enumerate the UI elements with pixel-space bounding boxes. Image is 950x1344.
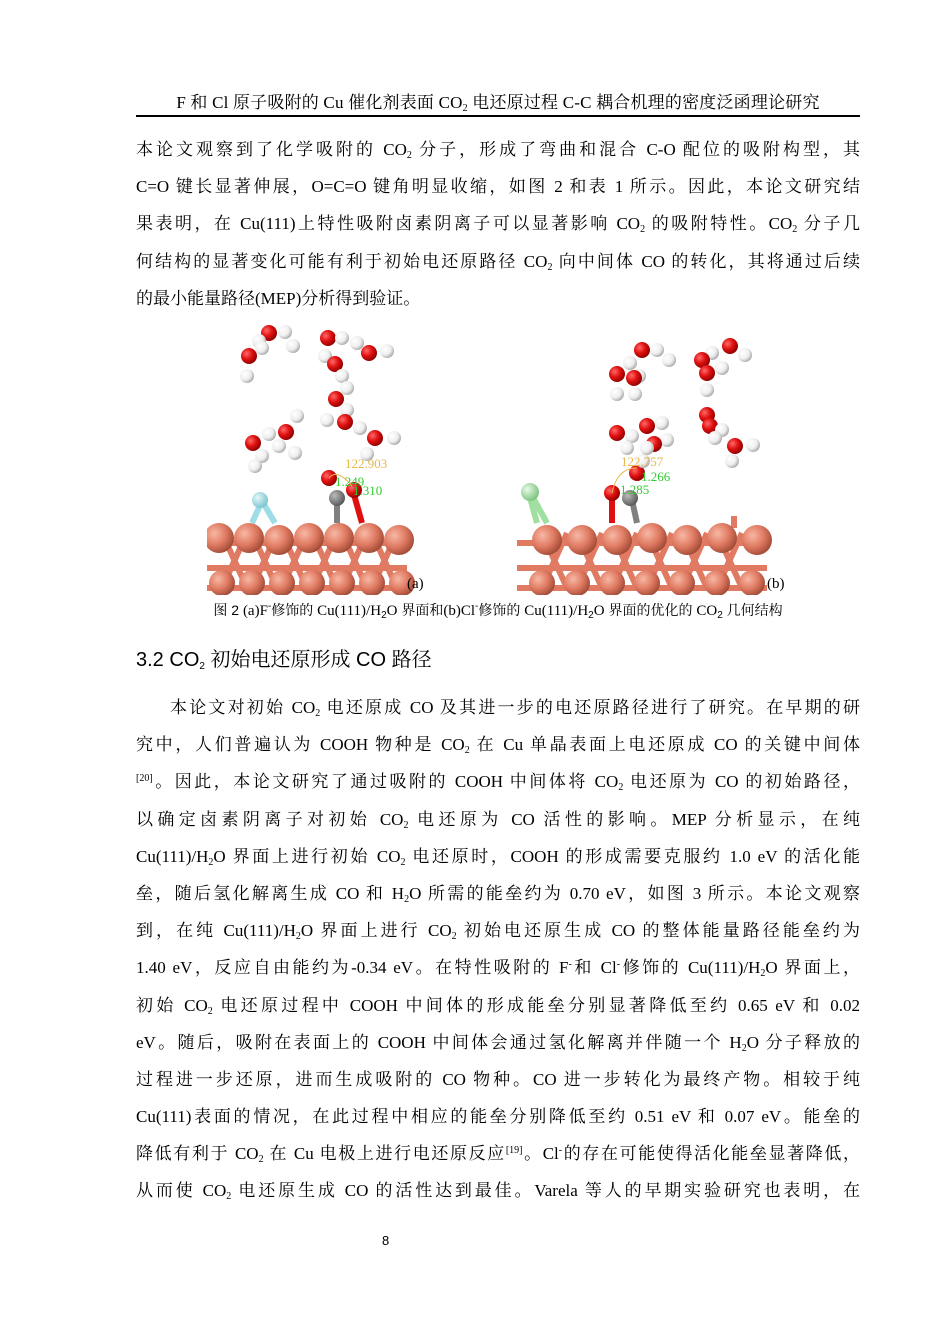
text-run: 何结构的显著变化可能有利于初始电还原路径 CO (136, 251, 548, 271)
subscript: 2 (618, 782, 624, 794)
subscript: 2 (462, 103, 468, 114)
section-number: 3.2 (136, 649, 164, 671)
header-title-part: F 和 Cl 原子吸附的 Cu 催化剂表面 CO (176, 93, 463, 112)
subscript: 2 (199, 661, 205, 672)
panel-label-a: (a) (407, 576, 424, 592)
text-line (136, 205, 860, 242)
text-run: 。Cl (522, 1144, 559, 1164)
text-run: 过程进一步还原，进而生成吸附的 CO 物种。CO 进一步转化为最终产物。相较于纯 (136, 1069, 860, 1089)
caption-text: 几何结构 (722, 602, 783, 618)
subscript: 2 (406, 150, 412, 161)
text-run: 从而使 CO (136, 1181, 227, 1201)
caption-text: 图 2 (213, 602, 243, 618)
subscript: 2 (741, 1042, 747, 1054)
text-line (136, 987, 860, 1024)
superscript: - (558, 1145, 563, 1157)
subscript: 2 (451, 931, 457, 943)
caption-text: (a)F (242, 603, 268, 619)
text-line (136, 1061, 860, 1098)
text-line (136, 168, 860, 205)
text-line (136, 912, 860, 949)
caption-text: Cu(111)/H (524, 603, 589, 619)
text-line (136, 763, 860, 800)
caption-text: 界面的优化的 (604, 602, 697, 618)
subscript: 2 (381, 610, 387, 621)
subscript: 2 (295, 931, 301, 943)
superscript: - (616, 959, 621, 971)
superscript: [19] (505, 1145, 523, 1157)
text-run: 初始 CO (136, 995, 208, 1015)
subscript: 2 (258, 1154, 264, 1166)
molecular-structure-a (207, 318, 439, 595)
caption-text: (b)Cl (443, 603, 476, 619)
text-run: 在 Cu 电极上进行电还原反应 (263, 1144, 506, 1164)
text-run: 电还原生成 CO 的活性达到最佳。Varela 等人的早期实验研究也表明，在 (231, 1181, 860, 1201)
text-run: 的吸附特性。CO (645, 214, 793, 234)
text-run: 的存在可能使得活化能垒显著降低， (562, 1144, 860, 1164)
text-run: C=O 键长显著伸展，O=C=O 键角明显收缩，如图 2 和表 1 所示。因此，本论文研究结 (136, 177, 860, 197)
caption-text: O (386, 603, 398, 619)
text-run: 分子几 (797, 214, 860, 234)
text-line (136, 131, 860, 168)
section-title-text: CO (163, 649, 200, 671)
text-run: 在 Cu 单晶表面上电还原成 CO 的关键中间体 (469, 735, 860, 755)
text-run: O 所需的能垒约为 0.70 eV，如图 3 所示。本论文观察 (409, 883, 860, 903)
text-run: 电还原时，COOH 的形成需要克服约 1.0 eV 的活化能 (405, 846, 860, 866)
text-run: 电还原为 CO 的初始路径， (623, 772, 860, 792)
fluorine-atom (252, 492, 268, 508)
caption-text: 界面和 (397, 602, 444, 618)
bond-length-label: 1.266 (641, 469, 671, 484)
section-heading (136, 646, 432, 674)
body-paragraph-2 (136, 689, 860, 1210)
text-line (136, 280, 860, 317)
text-line (136, 1135, 860, 1172)
text-run: Cu(111)表面的情况，在此过程中相应的能垒分别降低至约 0.51 eV 和 0.07 eV。能垒的 (136, 1107, 860, 1127)
text-line (136, 243, 860, 280)
subscript: 2 (400, 856, 406, 868)
carbon-atom (329, 490, 345, 506)
text-run: 向中间体 CO 的转化，其将通过后续 (552, 251, 860, 271)
text-run: 果表明，在 Cu(111)上特性吸附卤素阴离子可以显著影响 CO (136, 214, 641, 234)
text-run: O 界面上， (765, 958, 861, 978)
panel-label-b: (b) (767, 576, 785, 592)
subscript: 2 (717, 610, 723, 621)
subscript: 2 (588, 610, 594, 621)
caption-text: 修饰的 (271, 602, 318, 618)
caption-text: O (593, 603, 605, 619)
superscript: - (568, 959, 572, 971)
figure-caption (136, 600, 860, 621)
running-header (136, 92, 860, 114)
bond-length-label: 1.310 (353, 483, 383, 498)
text-run: 本论文对初始 CO (170, 698, 316, 717)
body-paragraph-1 (136, 131, 860, 317)
subscript: 2 (226, 1191, 232, 1203)
subscript: 2 (464, 745, 470, 757)
text-run: 降低有利于 CO (136, 1144, 259, 1164)
text-run: 。因此，本论文研究了通过吸附的 COOH 中间体将 CO (152, 772, 619, 792)
text-run: 初始电还原生成 CO 的整体能量路径能垒约为 (456, 921, 860, 941)
text-line (136, 1172, 860, 1209)
subscript: 2 (315, 708, 321, 719)
superscript: [20] (136, 773, 153, 785)
text-run: eV。随后，吸附在表面上的 COOH 中间体会通过氢化解离并伴随一个 H (136, 1032, 742, 1052)
subscript: 2 (792, 224, 798, 236)
text-run: 电还原过程中 COOH 中间体的形成能垒分别显著降低至约 0.65 eV 和 0.02 (212, 995, 860, 1015)
text-run: O 界面上进行 CO (300, 921, 452, 941)
bond-length-label: 1.285 (620, 482, 650, 497)
chlorine-atom (521, 483, 539, 501)
text-run: 以确定卤素阴离子对初始 CO (136, 809, 404, 829)
text-run: O 界面上进行初始 CO (213, 846, 401, 866)
superscript: - (267, 601, 272, 612)
subscript: 2 (207, 1005, 213, 1017)
header-title-part: 电还原过程 C-C 耦合机理的密度泛函理论研究 (467, 93, 820, 112)
bond-angle-label: 122.757 (621, 454, 664, 469)
subscript: 2 (208, 856, 214, 868)
bond-angle-label: 122.903 (345, 456, 388, 471)
caption-text: CO (696, 603, 718, 619)
text-line (136, 949, 860, 986)
text-line (136, 875, 860, 912)
text-line (136, 1098, 860, 1135)
text-run: 电还原成 CO 及其进一步的电还原路径进行了研究。在早期的研 (320, 698, 860, 717)
bond-length-label: 1.249 (335, 474, 365, 489)
text-run: 的最小能量路径(MEP)分析得到验证。 (136, 288, 421, 308)
molecular-structure-b (517, 318, 789, 595)
text-line (136, 838, 860, 875)
text-line (136, 689, 860, 726)
text-line (136, 1024, 860, 1061)
subscript: 2 (760, 968, 766, 980)
section-title-text: 初始电还原形成 CO 路径 (204, 649, 432, 671)
text-line (136, 801, 860, 838)
superscript: - (475, 601, 479, 612)
text-run: Cu(111)/H (136, 846, 209, 866)
subscript: 2 (403, 819, 409, 831)
text-run: 垒，随后氢化解离生成 CO 和 H (136, 883, 405, 903)
text-run: 本论文观察到了化学吸附的 CO (136, 140, 407, 159)
text-run: 究中，人们普遍认为 COOH 物种是 CO (136, 735, 465, 755)
subscript: 2 (404, 893, 410, 905)
subscript: 2 (547, 261, 553, 273)
text-run: 到，在纯 Cu(111)/H (136, 921, 296, 941)
text-run: 分子，形成了弯曲和混合 C-O 配位的吸附构型，其 (411, 140, 860, 159)
text-run: 修饰的 Cu(111)/H (620, 958, 761, 978)
page-number: 8 (382, 1233, 390, 1248)
text-run: 和 Cl (571, 958, 617, 978)
subscript: 2 (640, 224, 646, 236)
text-run: 1.40 eV，反应自由能约为-0.34 eV。在特性吸附的 F (136, 958, 569, 978)
text-run: 电还原为 CO 活性的影响。MEP 分析显示，在纯 (408, 809, 860, 829)
text-run: O 分子释放的 (746, 1032, 860, 1052)
figure-2b (517, 318, 789, 595)
caption-text: Cu(111)/H (317, 603, 382, 619)
figure-2a (207, 318, 439, 595)
caption-text: 修饰的 (478, 602, 525, 618)
header-divider (136, 115, 860, 117)
text-line (136, 726, 860, 763)
